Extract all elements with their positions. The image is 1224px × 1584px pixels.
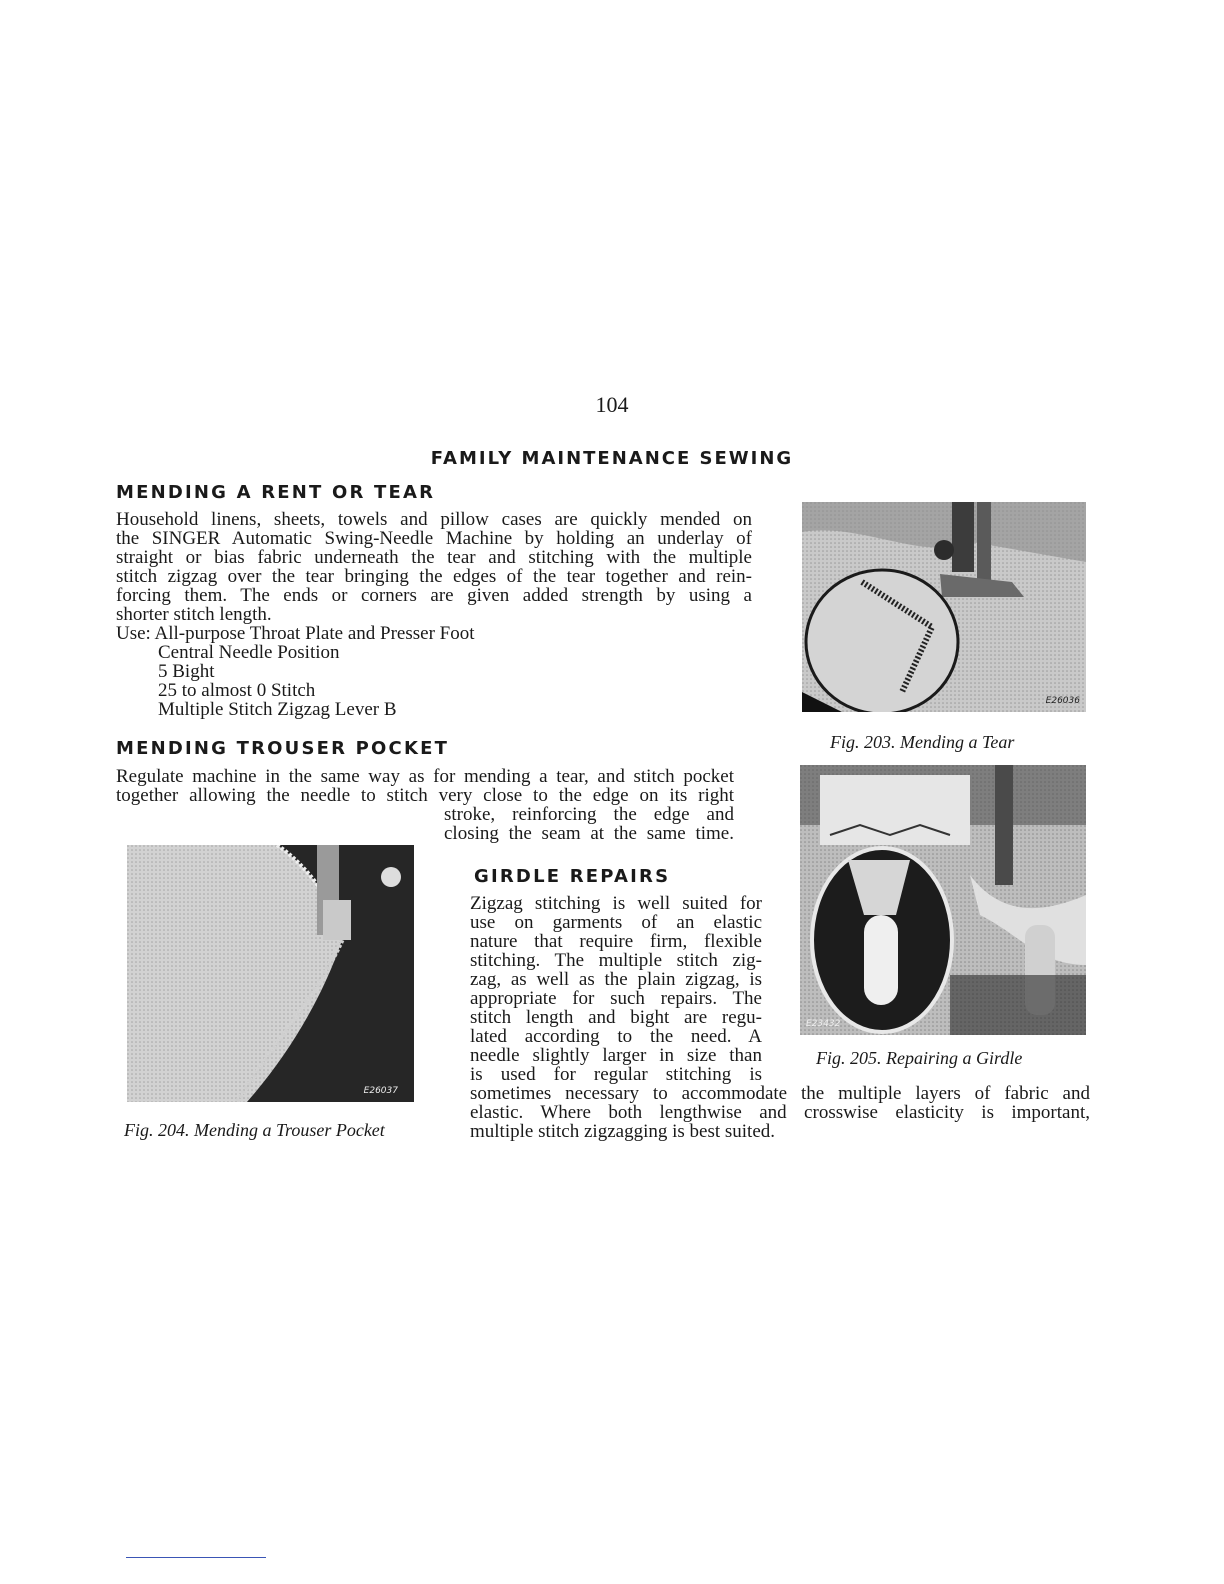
trouser-pocket-paragraph-end <box>444 805 734 843</box>
heading-girdle-repairs: GIRDLE REPAIRS <box>474 866 671 887</box>
text-line: stitching. The multiple stitch zig- <box>470 950 762 971</box>
girdle-repair-illustration <box>800 765 1086 1035</box>
page-title: FAMILY MAINTENANCE SEWING <box>430 448 794 469</box>
text-line: zag, as well as the plain zigzag, is <box>470 969 762 990</box>
text-line: sometimes necessary to accommodate the multiple layers of fabric and <box>470 1083 1090 1104</box>
text-line: together allowing the needle to stitch very close to the edge on its right <box>116 785 734 806</box>
mending-tear-illustration <box>802 502 1086 712</box>
figure-203-code: E26036 <box>1045 696 1080 706</box>
text-line: elastic. Where both lengthwise and crosswise elasticity is important, <box>470 1102 1090 1123</box>
text-line: stroke, reinforcing the edge and <box>444 804 734 825</box>
text-line: lated according to the need. A <box>470 1026 762 1047</box>
text-line: multiple stitch zigzagging is best suited. <box>470 1121 776 1142</box>
setting-line: Multiple Stitch Zigzag Lever B <box>158 699 397 720</box>
figure-205-photo <box>800 765 1086 1035</box>
setting-line: 25 to almost 0 Stitch <box>158 680 316 701</box>
text-line: the SINGER Automatic Swing-Needle Machine by holding an underlay of <box>116 528 752 549</box>
girdle-repairs-paragraph <box>470 894 762 1084</box>
text-line: stitch length and bight are regu- <box>470 1007 762 1028</box>
figure-205-code: E23432 <box>806 1019 841 1029</box>
text-line: closing the seam at the same time. <box>444 823 734 844</box>
text-line: stitch zigzag over the tear bringing the edges of the tear together and rein- <box>116 566 752 587</box>
text-line: Regulate machine in the same way as for mending a tear, and stitch pocket <box>116 766 734 787</box>
girdle-repairs-paragraph-end <box>470 1084 1090 1141</box>
use-line: Use: All-purpose Throat Plate and Presser Foot <box>116 623 475 644</box>
figure-205-caption: Fig. 205. Repairing a Girdle <box>816 1048 1023 1068</box>
page-number: 104 <box>595 392 629 417</box>
setting-line: Central Needle Position <box>158 642 340 663</box>
text-line: Zigzag stitching is well suited for <box>470 893 762 914</box>
text-line: shorter stitch length. <box>116 604 272 625</box>
text-line: is used for regular stitching is <box>470 1064 762 1085</box>
mending-tear-paragraph <box>116 510 752 719</box>
text-line: straight or bias fabric underneath the tear and stitching with the multiple <box>116 547 752 568</box>
text-line: use on garments of an elastic <box>470 912 762 933</box>
figure-204-photo <box>127 845 414 1102</box>
figure-204-caption: Fig. 204. Mending a Trouser Pocket <box>124 1120 385 1140</box>
text-line: forcing them. The ends or corners are given added strength by using a <box>116 585 752 606</box>
figure-203-photo <box>802 502 1086 712</box>
text-line: needle slightly larger in size than <box>470 1045 762 1066</box>
figure-203-caption: Fig. 203. Mending a Tear <box>830 732 1015 752</box>
trouser-pocket-paragraph <box>116 767 734 805</box>
text-line: appropriate for such repairs. The <box>470 988 762 1009</box>
text-line: Household linens, sheets, towels and pillow cases are quickly mended on <box>116 509 752 530</box>
heading-trouser-pocket: MENDING TROUSER POCKET <box>116 738 450 759</box>
trouser-pocket-illustration <box>127 845 414 1102</box>
text-line: nature that require firm, flexible <box>470 931 762 952</box>
setting-line: 5 Bight <box>158 661 215 682</box>
footer-rule <box>126 1557 266 1558</box>
figure-204-code: E26037 <box>363 1086 398 1096</box>
heading-mending-tear: MENDING A RENT OR TEAR <box>116 482 436 503</box>
